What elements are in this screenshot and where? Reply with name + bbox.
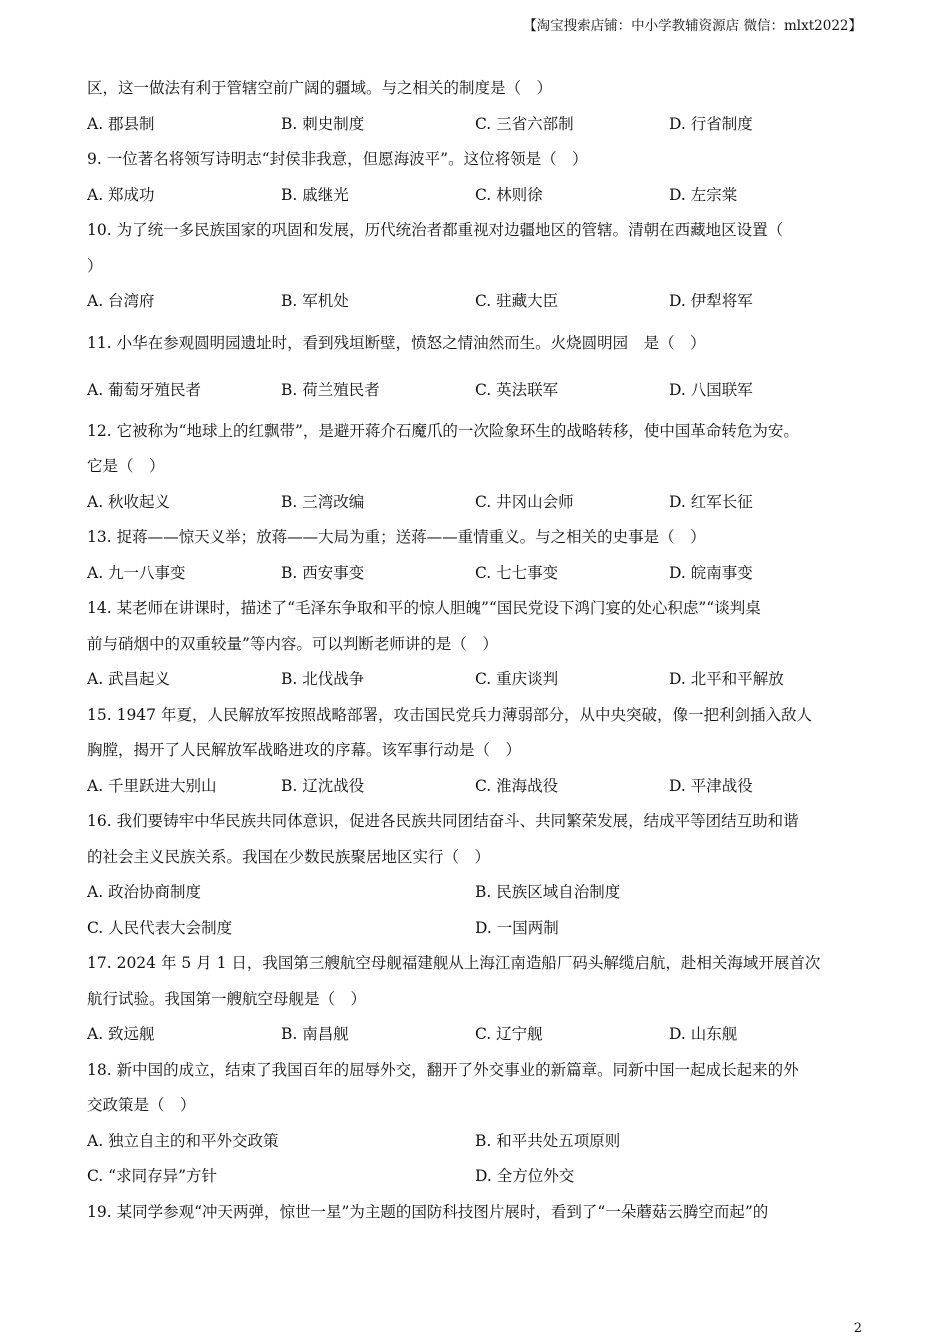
option-d: D. 一国两制 <box>475 918 559 937</box>
option-d: D. 北平和平解放 <box>669 670 784 688</box>
option-c: C. 驻藏大臣 <box>475 292 559 310</box>
option-a: A. 郑成功 <box>87 185 155 204</box>
option-b: B. 南昌舰 <box>281 1025 349 1043</box>
option-c: C. 辽宁舰 <box>475 1025 543 1043</box>
option-c: C. 淮海战役 <box>475 776 559 795</box>
question-14-options <box>87 662 867 698</box>
question-13-stem: 13. 捉蒋——惊天义举；放蒋——大局为重；送蒋——重情重义。与之相关的史事是（ ） <box>87 528 706 546</box>
option-c: C. 人民代表大会制度 <box>87 918 233 937</box>
question-8-options <box>87 107 867 143</box>
page-header: 【淘宝搜索店铺：中小学教辅资源店 微信：mlxt2022】 <box>523 18 862 34</box>
question-11-stem: 11. 小华在参观圆明园遗址时，看到残垣断壁，愤怒之情油然而生。火烧圆明园 是（ ） <box>87 333 706 352</box>
question-list <box>87 71 867 1230</box>
option-c: C. 重庆谈判 <box>475 670 559 688</box>
option-c: C. 英法联军 <box>475 380 559 399</box>
option-a: A. 葡萄牙殖民者 <box>87 380 202 399</box>
option-b: B. 西安事变 <box>281 563 365 582</box>
option-d: D. 平津战役 <box>669 776 753 795</box>
option-a: A. 郡县制 <box>87 114 155 133</box>
option-b: B. 戚继光 <box>281 185 349 204</box>
option-b: B. 三湾改编 <box>281 492 365 511</box>
option-d: D. 山东舰 <box>669 1025 738 1043</box>
option-b: B. 辽沈战役 <box>281 776 365 795</box>
option-a: A. 九一八事变 <box>87 563 186 582</box>
option-c: C. 三省六部制 <box>475 114 574 133</box>
option-a: A. 武昌起义 <box>87 670 171 688</box>
question-16-options-row2 <box>87 911 867 947</box>
question-12-options <box>87 485 867 521</box>
question-12-stem-cont: 它是（ ） <box>87 457 165 475</box>
question-16-stem: 16. 我们要铸牢中华民族共同体意识，促进各民族共同团结奋斗、共同繁荣发展，结成平等团结互助和谐 <box>87 812 799 830</box>
option-d: D. 红军长征 <box>669 492 753 511</box>
option-d: D. 八国联军 <box>669 380 753 399</box>
option-a: A. 政治协商制度 <box>87 883 202 901</box>
option-c: C. 七七事变 <box>475 563 559 582</box>
option-b: B. 荷兰殖民者 <box>281 380 380 399</box>
question-9-stem: 9. 一位著名将领写诗明志“封侯非我意，但愿海波平”。这位将领是（ ） <box>87 150 588 168</box>
question-17-options <box>87 1017 867 1053</box>
option-b: B. 刺史制度 <box>281 114 365 133</box>
question-15-stem: 15. 1947 年夏，人民解放军按照战略部署，攻击国民党兵力薄弱部分，从中央突破，像一把利剑插入敌人 <box>87 705 812 724</box>
question-15-options <box>87 769 867 805</box>
page-number: 2 <box>853 1321 862 1336</box>
option-b: B. 和平共处五项原则 <box>475 1131 621 1150</box>
option-b: B. 北伐战争 <box>281 670 365 688</box>
question-11-options <box>87 367 867 414</box>
question-8-stem: 区，这一做法有利于管辖空前广阔的疆域。与之相关的制度是（ ） <box>87 79 553 97</box>
question-18-options-row1 <box>87 1124 867 1160</box>
option-a: A. 致远舰 <box>87 1025 155 1043</box>
option-d: D. 伊犁将军 <box>669 292 753 310</box>
option-c: C. 林则徐 <box>475 185 543 204</box>
question-16-options-row1 <box>87 875 867 911</box>
question-18-stem-cont: 交政策是（ ） <box>87 1096 196 1114</box>
question-10-stem-cont: ） <box>87 256 103 275</box>
question-12-stem: 12. 它被称为“地球上的红飘带”，是避开蒋介石魔爪的一次险象环生的战略转移，使中国革命转危为安。 <box>87 421 799 440</box>
option-b: B. 军机处 <box>281 292 349 310</box>
question-18-options-row2 <box>87 1159 867 1195</box>
question-10-stem: 10. 为了统一多民族国家的巩固和发展，历代统治者都重视对边疆地区的管辖。清朝在西藏地区设置（ <box>87 221 784 239</box>
question-9-options <box>87 178 867 214</box>
option-b: B. 民族区域自治制度 <box>475 883 621 901</box>
question-18-stem: 18. 新中国的成立，结束了我国百年的屈辱外交，翻开了外交事业的新篇章。同新中国一起成长起来的外 <box>87 1060 799 1079</box>
option-a: A. 独立自主的和平外交政策 <box>87 1131 279 1150</box>
option-d: D. 行省制度 <box>669 114 753 133</box>
question-14-stem-cont: 前与硝烟中的双重较量”等内容。可以判断老师讲的是（ ） <box>87 634 498 653</box>
question-14-stem: 14. 某老师在讲课时，描述了“毛泽东争取和平的惊人胆魄”“国民党设下鸿门宴的处心积虑”“谈判桌 <box>87 599 761 617</box>
question-17-stem-cont: 航行试验。我国第一艘航空母舰是（ ） <box>87 989 367 1008</box>
option-d: D. 全方位外交 <box>475 1167 575 1185</box>
question-19-stem: 19. 某同学参观“冲天两弹，惊世一星”为主题的国防科技图片展时，看到了“一朵蘑菇云腾空而起”的 <box>87 1202 769 1221</box>
option-a: A. 台湾府 <box>87 292 155 310</box>
option-d: D. 左宗棠 <box>669 185 738 204</box>
question-13-options <box>87 556 867 592</box>
option-d: D. 皖南事变 <box>669 563 753 582</box>
option-c: C. 井冈山会师 <box>475 492 574 511</box>
option-c: C. “求同存异”方针 <box>87 1167 218 1185</box>
question-16-stem-cont: 的社会主义民族关系。我国在少数民族聚居地区实行（ ） <box>87 847 491 866</box>
question-17-stem: 17. 2024 年 5 月 1 日，我国第三艘航空母舰福建舰从上海江南造船厂码头解缆启航，赴相关海域开展首次 <box>87 954 821 972</box>
option-a: A. 千里跃进大别山 <box>87 776 217 795</box>
option-a: A. 秋收起义 <box>87 492 171 511</box>
question-10-options <box>87 284 867 320</box>
question-15-stem-cont: 胸膛，揭开了人民解放军战略进攻的序幕。该军事行动是（ ） <box>87 741 522 759</box>
